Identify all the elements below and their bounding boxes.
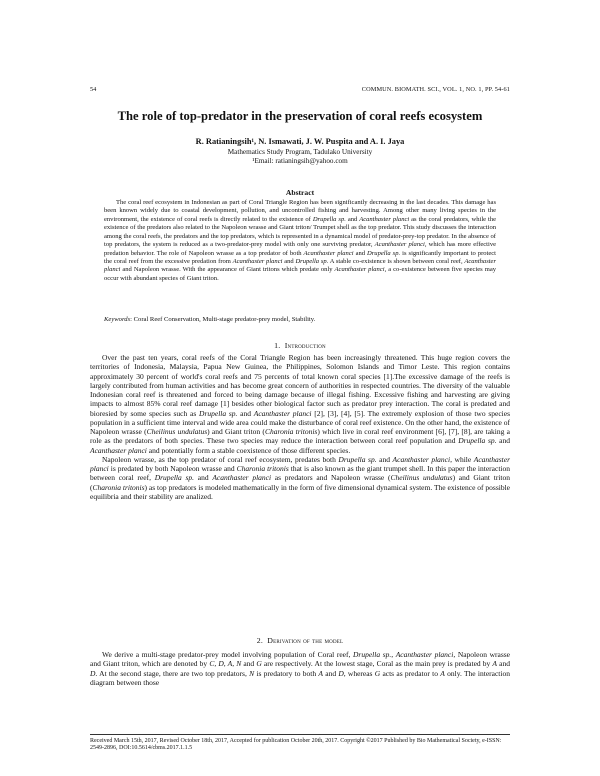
introduction-body xyxy=(90,353,510,501)
abstract-heading: Abstract xyxy=(285,188,315,197)
section-heading-introduction: 1. Introduction xyxy=(274,341,326,350)
journal-citation: COMMUN. BIOMATH. SCI., VOL. 1, NO. 1, PP. 54-61 xyxy=(361,86,510,93)
footnote: Received March 15th, 2017, Revised October 18th, 2017, Accepted for publication October 20th, 2017. Copyright ©2017 Published by Bio Mathematical Society, e-ISSN: 2549-2896, DOI:10.5614/cbms.2017.1.1.5 xyxy=(90,734,510,753)
paper-title: The role of top-predator in the preservation of coral reefs ecosystem xyxy=(117,109,483,123)
author-list: R. Ratianingsih¹, N. Ismawati, J. W. Puspita and A. I. Jaya xyxy=(195,137,405,146)
keywords xyxy=(104,316,496,323)
abstract-text: The coral reef ecosystem in Indonesian as part of Coral Triangle Region has been significantly decreasing in the last decades. This damage has been known widely due to coastal development, pollution, and uncontrolled fishing and harvesting. Among other many living species in the environment, the existence of coral reefs is directly related to the existence of Drupella sp. and Acanthaster planci as the coral predators, while the existence of the predators also related to the Napoleon wrasse and Giant triton/ Trumpet shell as the top predator. This study discusses the interaction among the coral reefs, the predators and the top predators, which is represented in a dynamical model of predator-prey-top predator. In the absence of top predators, the system is reduced as a two-predator-prey model with only one surviving predator, Acanthaster planci, which has more effective predation behavior. The role of Napoleon wrasse as a top predator of both Acanthaster planci and Drupella sp. is significantly important to protect the coral reef from the excessive predation from Acanthaster planci and Drupella sp. A stable co-existence is shown between coral reef, Acanthaster planci and Napoleon wrasse. With the appearance of Giant tritons which predate only Acanthaster planci, a co-existence between five species may occur with abundant species of Giant triton. xyxy=(104,199,497,282)
derivation-body xyxy=(90,650,510,687)
author-email: ¹Email: ratianingsih@yahoo.com xyxy=(252,157,348,165)
paragraph: Napoleon wrasse, as the top predator of coral reef ecosystem, predates both Drupella sp. and Acanthaster planci, while Acanthaster planci is predated by both Napoleon wrasse and Charonia tritonis that is also known as the giant trumpet shell. In this paper the interaction between coral reef, Drupella sp. and Acanthaster planci as predators and Napoleon wrasse (Cheilinus undulatus) and Giant triton (Charonia tritonis) as top predators is modeled mathematically in the form of five dimensional dynamical system. The existence of possible equilibria and their stability are analized. xyxy=(90,454,510,501)
paragraph: We derive a multi-stage predator-prey model involving population of Coral reef, Drupella sp., Acanthaster planci, Napoleon wrasse and Giant triton, which are denoted by C, D, A, N and G are respectively. At the lowest stage, Coral as the main prey is predated by A and D. At the second stage, there are two top predators, N is predatory to both A and D, whereas G acts as predator to A only. The interaction diagram between those xyxy=(90,650,510,687)
page-number: 54 xyxy=(90,86,97,93)
paragraph: Over the past ten years, coral reefs of the Coral Triangle Region has been increasingly threatened. This huge region covers the territories of Indonesia, Malaysia, Papua New Guinea, the Philippines, Solomon Islands and Timor Leste. This region contains approximately 30 percent of world's coral reefs and 75 percents of total known coral species [1].The excessive damage of the reefs is largely contributed from human activities and has become great concern of authorities in respected countries. The diversity of the valuable Indonesian coral reef is threatened and forced to being damage because of illegal fishing. Excessive fishing and harvesting are giving impacts to almost 85% coral reef damage [1] besides other biological factor such as predator prey interaction. The coral is predated and bioresied by some species such as Drupella sp. and Acanthaster planci [2], [3], [4], [5]. The extremely explosion of those two species population in a sufficient time interval and wide area could make the disturbance of coral reef existence. On the other hand, the existence of Napoleon wrasse (Cheilinus undulatus) and Giant triton (Charonia tritonis) which live in coral reef environment [6], [7], [8], are taking a role as the predators of both species. These two species may reduce the interaction between coral reef population and Drupella sp. and Acanthaster planci and potentially form a stable coexistence of those different species. xyxy=(90,353,510,455)
keywords-list: : Coral Reef Conservation, Multi-stage predator-prey model, Stability. xyxy=(130,316,316,323)
section-heading-derivation: 2. Derivation of the model xyxy=(256,636,344,645)
affiliation: Mathematics Study Program, Tadulako University xyxy=(227,148,373,156)
keywords-label: Keywords xyxy=(104,316,131,323)
